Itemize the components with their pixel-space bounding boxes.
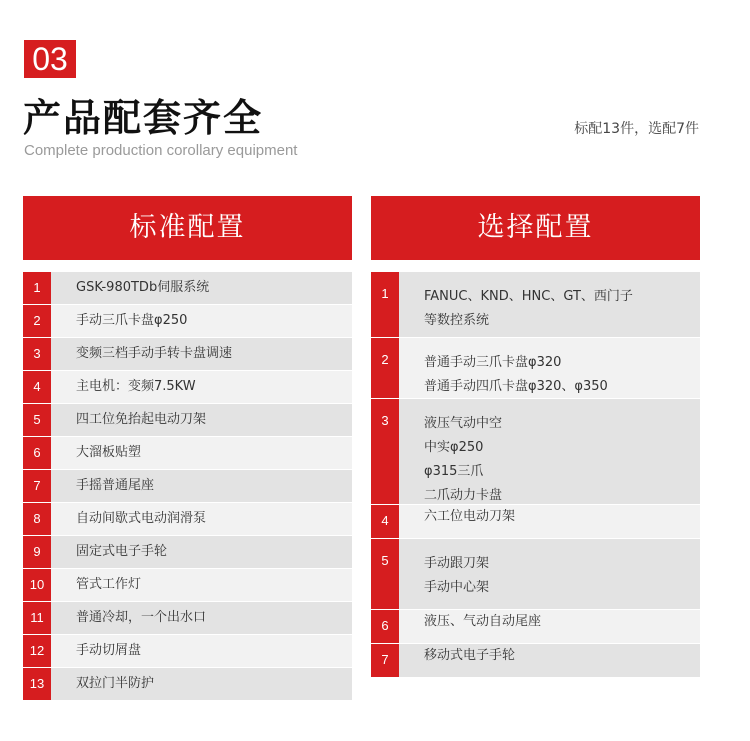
row-number: 4 <box>371 505 399 538</box>
row-text: 固定式电子手轮 <box>51 536 352 568</box>
row-text: 手动切屑盘 <box>51 635 352 667</box>
standard-config-row <box>23 338 352 371</box>
standard-config-row <box>23 635 352 668</box>
row-number: 9 <box>23 536 51 568</box>
row-number: 3 <box>23 338 51 370</box>
row-text-line: 中实φ250 <box>424 440 484 455</box>
row-text-line: 手动跟刀架 <box>424 556 490 571</box>
optional-config-row <box>371 539 700 610</box>
row-text <box>399 505 700 538</box>
row-number: 10 <box>23 569 51 601</box>
standard-config-row <box>23 503 352 536</box>
row-text: 主电机：变频7.5KW <box>51 371 352 403</box>
optional-config-row <box>371 272 700 338</box>
standard-config-row <box>23 569 352 602</box>
optional-config-column <box>371 196 700 678</box>
row-text-line: 六工位电动刀架 <box>424 509 516 524</box>
row-number: 6 <box>23 437 51 469</box>
row-number: 5 <box>23 404 51 436</box>
standard-config-row <box>23 470 352 503</box>
row-text-line: 普通手动三爪卡盘φ320 <box>424 355 562 370</box>
row-text-line: 等数控系统 <box>424 313 490 328</box>
optional-config-row <box>371 399 700 505</box>
row-text-line: 手动中心架 <box>424 580 490 595</box>
row-text <box>399 272 700 337</box>
row-number: 12 <box>23 635 51 667</box>
row-text: 手摇普通尾座 <box>51 470 352 502</box>
row-text: 变频三档手动手转卡盘调速 <box>51 338 352 370</box>
row-text-line: 液压、气动自动尾座 <box>424 614 542 629</box>
row-number: 11 <box>23 602 51 634</box>
standard-config-row <box>23 371 352 404</box>
row-text: 管式工作灯 <box>51 569 352 601</box>
standard-config-header: 标准配置 <box>23 196 352 260</box>
optional-config-row <box>371 644 700 678</box>
row-number: 7 <box>23 470 51 502</box>
standard-config-row <box>23 305 352 338</box>
row-text-line: 普通手动四爪卡盘φ320、φ350 <box>424 379 608 394</box>
row-text <box>399 338 700 398</box>
row-text: 双拉门半防护 <box>51 668 352 700</box>
row-number: 13 <box>23 668 51 700</box>
section-number-badge: 03 <box>24 40 76 78</box>
row-text: GSK-980TDb伺服系统 <box>51 272 352 304</box>
optional-config-row <box>371 338 700 399</box>
row-number: 1 <box>23 272 51 304</box>
standard-config-list <box>23 272 352 701</box>
row-text-line: φ315三爪 <box>424 464 484 479</box>
row-text-line: 液压气动中空 <box>424 416 503 431</box>
row-text <box>399 610 700 643</box>
row-text: 手动三爪卡盘φ250 <box>51 305 352 337</box>
standard-config-column <box>23 196 352 701</box>
optional-config-list <box>371 272 700 678</box>
standard-config-row <box>23 437 352 470</box>
row-number: 2 <box>371 338 399 398</box>
row-number: 8 <box>23 503 51 535</box>
row-text: 普通冷却，一个出水口 <box>51 602 352 634</box>
row-text: 四工位免抬起电动刀架 <box>51 404 352 436</box>
row-number: 4 <box>23 371 51 403</box>
optional-config-row <box>371 505 700 539</box>
standard-config-row <box>23 272 352 305</box>
page-subtitle: Complete production corollary equipment <box>24 142 298 159</box>
optional-config-row <box>371 610 700 644</box>
standard-config-row <box>23 404 352 437</box>
row-text: 大溜板贴塑 <box>51 437 352 469</box>
standard-config-row <box>23 536 352 569</box>
row-number: 6 <box>371 610 399 643</box>
row-text-line: 二爪动力卡盘 <box>424 488 503 503</box>
row-number: 5 <box>371 539 399 609</box>
row-text <box>399 644 700 677</box>
row-number: 3 <box>371 399 399 504</box>
row-number: 7 <box>371 644 399 677</box>
row-text-line: 移动式电子手轮 <box>424 648 516 663</box>
row-text-line: FANUC、KND、HNC、GT、西门子 <box>424 289 633 304</box>
row-text: 自动间歇式电动润滑泵 <box>51 503 352 535</box>
row-text <box>399 399 700 504</box>
optional-config-header: 选择配置 <box>371 196 700 260</box>
row-number: 2 <box>23 305 51 337</box>
standard-config-row <box>23 602 352 635</box>
row-number: 1 <box>371 272 399 337</box>
page-title: 产品配套齐全 <box>23 96 264 140</box>
standard-config-row <box>23 668 352 701</box>
config-count-note: 标配13件，选配7件 <box>574 121 699 137</box>
row-text <box>399 539 700 609</box>
